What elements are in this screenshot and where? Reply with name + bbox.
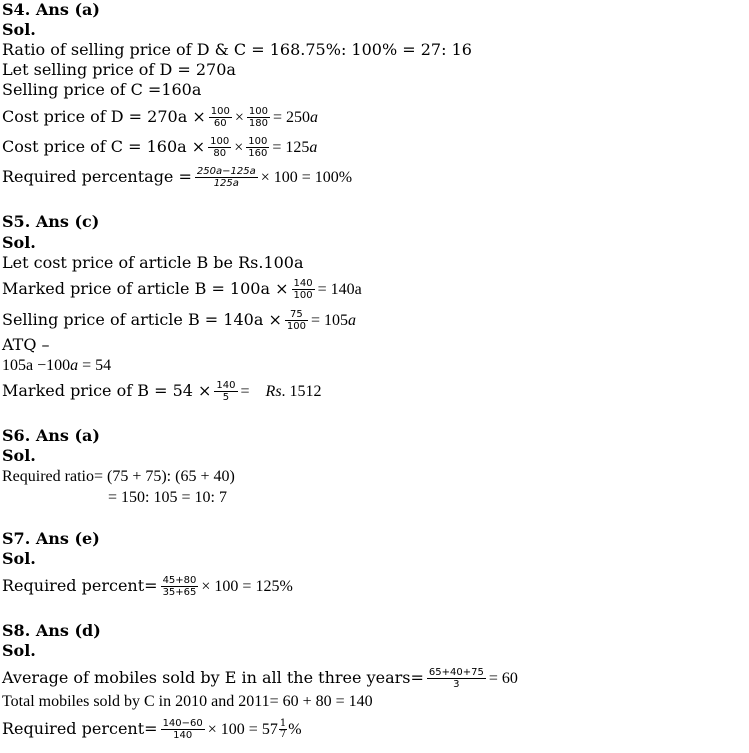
s5-line-5-result: = 54 — [78, 357, 112, 374]
fraction: $\frac{65+40+75}{3}$ — [428, 667, 484, 690]
s8-line-3-text: Required percent= — [2, 719, 158, 738]
fraction: $\frac{250a-125a}{125a}$ — [196, 166, 256, 189]
s4-line-2: Let selling price of D = 270a — [2, 60, 236, 79]
fraction: $\frac{100}{80}$ — [210, 136, 230, 159]
s5-line-6-text: Marked price of B = 54 × — [2, 381, 212, 400]
s5-line-5 — [2, 355, 111, 376]
fraction: $\frac{45+80}{35+65}$ — [162, 575, 197, 598]
s5-line-6 — [2, 380, 322, 403]
s5-line-3-result: = 105 — [310, 312, 348, 329]
percent-sign: % — [288, 721, 302, 738]
s8-line-1-result: = 60 — [488, 670, 518, 687]
s8-line-1-text: Average of mobiles sold by E in all the three years= — [2, 668, 424, 687]
s4-line-5-result: = 125 — [272, 139, 310, 156]
fraction: $\frac{75}{100}$ — [286, 309, 306, 332]
fraction: $\frac{140}{100}$ — [293, 278, 313, 301]
rs-symbol: Rs — [265, 383, 282, 400]
s5-line-1: Let cost price of article B be Rs.100a — [2, 253, 304, 272]
equals-sign: = — [240, 383, 258, 400]
s7-heading: S7. Ans (e) — [2, 529, 100, 548]
mixed-fraction: $\frac{1}{7}$ — [279, 718, 287, 740]
s4-sol-label: Sol. — [2, 20, 36, 39]
s8-heading: S8. Ans (d) — [2, 621, 101, 640]
s8-line-3 — [2, 718, 302, 741]
s5-sol-label: Sol. — [2, 233, 36, 252]
s7-line-1-text: Required percent= — [2, 576, 158, 595]
variable-a: a — [347, 312, 356, 329]
s8-sol-label: Sol. — [2, 641, 36, 660]
s8-line-2: Total mobiles sold by C in 2010 and 2011= 60 + 80 = 140 — [2, 693, 373, 710]
s5-line-5-text: 105a −100 — [2, 357, 71, 374]
s5-line-2-text: Marked price of article B = 100a × — [2, 279, 289, 298]
variable-a: a — [310, 109, 318, 126]
s6-line-2: = 150: 105 = 10: 7 — [108, 489, 227, 506]
fraction: $\frac{140}{5}$ — [216, 380, 236, 403]
s8-line-3-result: × 100 = 57 — [207, 721, 278, 738]
s5-line-3 — [2, 309, 356, 332]
s4-line-5-text: Cost price of C = 160a × — [2, 137, 206, 156]
s7-sol-label: Sol. — [2, 549, 36, 568]
fraction: $\frac{140-60}{140}$ — [162, 718, 203, 741]
s7-line-1-result: × 100 = 125% — [201, 578, 293, 595]
fraction: $\frac{100}{160}$ — [248, 136, 268, 159]
times-sign: × — [234, 109, 244, 126]
variable-a: a — [70, 357, 79, 374]
s4-line-6-text: Required percentage = — [2, 167, 192, 186]
s4-line-4-result: = 250 — [272, 109, 310, 126]
s4-line-3: Selling price of C =160a — [2, 80, 202, 99]
s8-line-1 — [2, 667, 518, 690]
s4-line-1: Ratio of selling price of D & C = 168.75%: 100% = 27: 16 — [2, 40, 472, 59]
s4-line-6-result: × 100 = 100% — [260, 169, 353, 186]
variable-a: a — [309, 139, 318, 156]
s4-heading: S4. Ans (a) — [2, 0, 100, 19]
s4-line-5 — [2, 136, 317, 159]
s5-line-2 — [2, 278, 362, 301]
s6-sol-label: Sol. — [2, 446, 36, 465]
s5-line-3-text: Selling price of article B = 140a × — [2, 310, 282, 329]
s4-line-4 — [2, 106, 318, 129]
s7-line-1 — [2, 575, 293, 598]
s5-line-6-result: . 1512 — [281, 383, 322, 400]
s4-line-4-text: Cost price of D = 270a × — [2, 107, 206, 126]
s6-heading: S6. Ans (a) — [2, 426, 100, 445]
s6-line-1: Required ratio= (75 + 75): (65 + 40) — [2, 468, 235, 485]
fraction: $\frac{100}{180}$ — [248, 106, 268, 129]
s5-heading: S5. Ans (c) — [2, 212, 100, 231]
fraction: $\frac{100}{60}$ — [210, 106, 230, 129]
s4-line-6 — [2, 166, 352, 189]
s5-line-2-result: = 140a — [317, 281, 362, 298]
s5-line-4: ATQ – — [2, 335, 50, 354]
times-sign: × — [234, 139, 244, 156]
